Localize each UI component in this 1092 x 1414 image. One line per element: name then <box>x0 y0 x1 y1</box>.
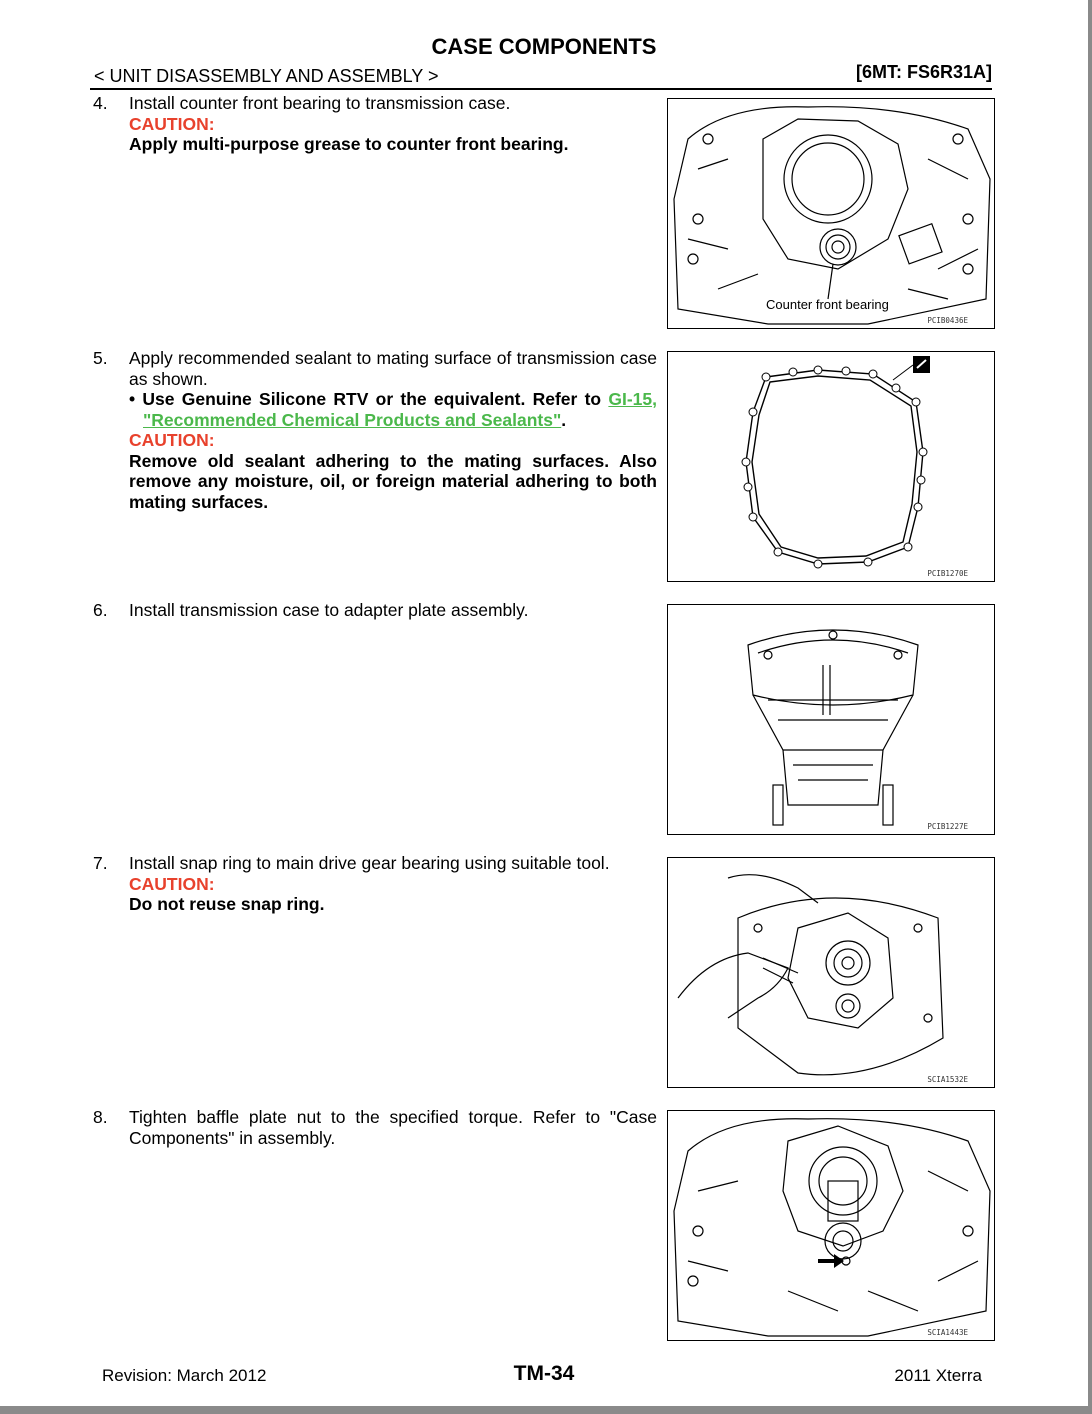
page-number: TM-34 <box>513 1362 575 1385</box>
figure-counter-front-bearing <box>667 98 995 329</box>
step-number: 7. <box>93 853 108 873</box>
figure-sealant-application <box>667 351 995 582</box>
baffle-plate-drawing <box>668 1111 994 1340</box>
page-title: CASE COMPONENTS <box>431 34 657 59</box>
step-text: Tighten baffle plate nut to the specified torque. Refer to "Case Components" in assembly. <box>129 1107 657 1148</box>
transmission-case-drawing <box>668 99 994 328</box>
caution-text: Apply multi-purpose grease to counter front bearing. <box>129 134 569 154</box>
snap-ring-drawing <box>668 858 994 1087</box>
step-number: 8. <box>93 1107 108 1127</box>
step-5 <box>93 348 657 512</box>
caution-label: CAUTION: <box>129 430 215 450</box>
figure-code: SCIA1532E <box>927 1075 968 1084</box>
figure-case-on-adapter <box>667 604 995 835</box>
figure-code: SCIA1443E <box>927 1328 968 1337</box>
step-number: 5. <box>93 348 108 368</box>
figure-baffle-plate-nut <box>667 1110 995 1341</box>
figure-snap-ring-install <box>667 857 995 1088</box>
step-number: 6. <box>93 600 108 620</box>
model-code: [6MT: FS6R31A] <box>855 62 992 82</box>
bullet-suffix: . <box>561 409 567 430</box>
caution-label: CAUTION: <box>129 113 215 134</box>
caution-label: CAUTION: <box>129 873 215 894</box>
figure-callout-label: Counter front bearing <box>766 297 889 312</box>
section-breadcrumb: < UNIT DISASSEMBLY AND ASSEMBLY > <box>94 66 439 86</box>
step-8 <box>93 1107 657 1148</box>
figure-code: PCIB1227E <box>927 822 968 831</box>
step-text: Install transmission case to adapter plate assembly. <box>129 600 529 620</box>
revision-date: Revision: March 2012 <box>102 1366 267 1385</box>
step-4 <box>93 93 657 155</box>
case-install-drawing <box>668 605 994 834</box>
reference-link[interactable]: GI-15, "Recommended Chemical Products and Sealants" <box>143 389 657 430</box>
sealant-path-drawing <box>668 352 994 581</box>
bullet-text: • Use Genuine Silicone RTV or the equivalent. Refer to <box>129 389 609 409</box>
step-number: 4. <box>93 93 108 113</box>
sealant-bullet <box>129 389 657 430</box>
step-text: Install counter front bearing to transmission case. <box>129 93 511 113</box>
step-6 <box>93 600 657 621</box>
step-7 <box>93 853 657 915</box>
step-text: Apply recommended sealant to mating surface of transmission case as shown. <box>129 348 657 389</box>
vehicle-model: 2011 Xterra <box>894 1366 982 1385</box>
arrow-icon <box>818 1254 844 1268</box>
figure-code: PCIB0436E <box>927 316 968 325</box>
header-divider <box>90 88 992 90</box>
caution-text: Do not reuse snap ring. <box>129 894 325 914</box>
figure-code: PCIB1270E <box>927 569 968 578</box>
caution-text: Remove old sealant adhering to the mating surfaces. Also remove any moisture, oil, or foreign material adhering to both mating surfaces. <box>129 450 657 512</box>
step-text: Install snap ring to main drive gear bearing using suitable tool. <box>129 853 610 873</box>
